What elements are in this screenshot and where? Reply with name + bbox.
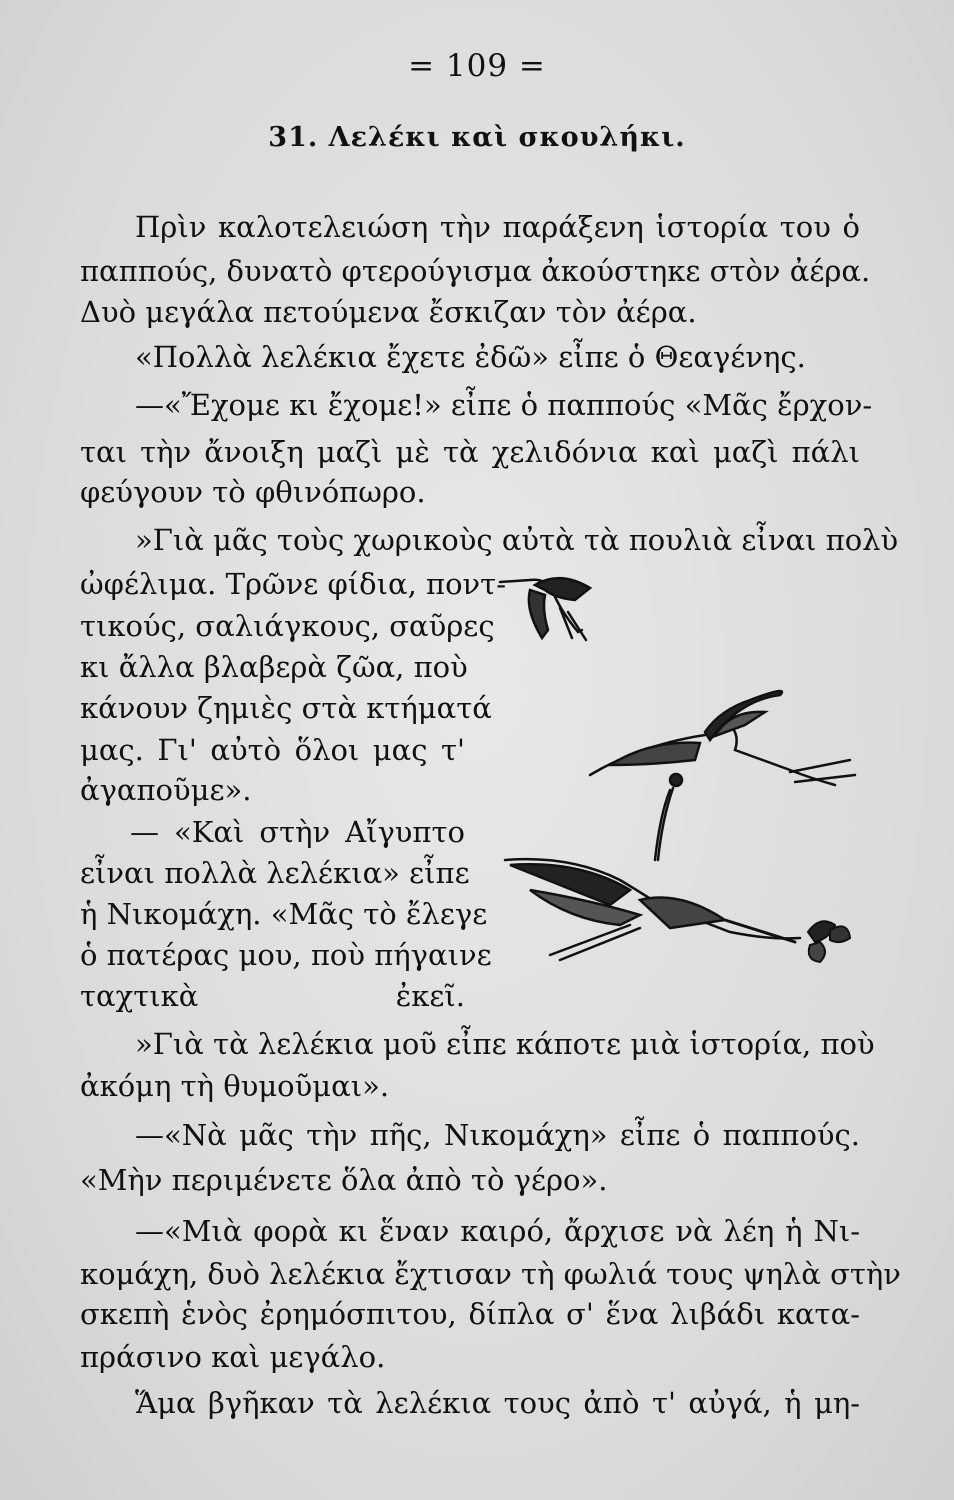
text-line: ταχτικὰ ἐκεῖ. — [80, 979, 465, 1013]
text-line: παππούς, δυνατὸ φτερούγισμα ἀκούστηκε στὸν ἀέρα. — [80, 254, 871, 288]
text-line: ται τὴν ἄνοιξη μαζὶ μὲ τὰ χελιδόνια καὶ μαζὶ πάλι — [80, 435, 860, 469]
text-line: ἀγαποῦμε». — [80, 773, 252, 807]
text-line: φεύγουν τὸ φθινόπωρο. — [80, 475, 426, 509]
text-line: εἶναι πολλὰ λελέκια» εἶπε — [80, 856, 470, 890]
text-line: κι ἄλλα βλαβερὰ ζῶα, ποὺ — [80, 650, 468, 684]
text-line: ἡ Νικομάχη. «Μᾶς τὸ ἔλεγε — [80, 897, 488, 931]
text-line: τικούς, σαλιάγκους, σαῦρες — [80, 609, 495, 643]
text-line: —«Νὰ μᾶς τὴν πῆς, Νικομάχη» εἶπε ὁ παππούς. — [135, 1118, 860, 1152]
text-line: »Γιὰ μᾶς τοὺς χωρικοὺς αὐτὰ τὰ πουλιὰ εἶναι πολὺ — [135, 523, 899, 557]
text-line: πράσινο καὶ μεγάλο. — [80, 1340, 386, 1374]
text-line: μας. Γι' αὐτὸ ὅλοι μας τ' — [80, 733, 465, 767]
text-line: Πρὶν καλοτελειώση τὴν παράξενη ἱστορία του ὁ — [135, 210, 860, 244]
text-line: »Γιὰ τὰ λελέκια μοῦ εἶπε κάποτε μιὰ ἱστορία, ποὺ — [135, 1027, 875, 1061]
text-line: κάνουν ζημιὲς στὰ κτήματά — [80, 691, 492, 725]
chapter-title: 31. Λελέκι καὶ σκουλήκι. — [268, 122, 686, 153]
text-line: ὠφέλιμα. Τρῶνε φίδια, ποντ- — [80, 567, 507, 601]
text-line: κομάχη, δυὸ λελέκια ἔχτισαν τὴ φωλιά τους ψηλὰ στὴν — [80, 1257, 901, 1291]
text-line: —«Ἔχομε κι ἔχομε!» εἶπε ὁ παππούς «Μᾶς ἔρχον- — [135, 388, 873, 422]
butterfly-icon — [808, 921, 850, 962]
flying-stork-icon — [505, 859, 800, 960]
text-line: ἀκόμη τὴ θυμοῦμαι». — [80, 1069, 390, 1103]
text-line: ὁ πατέρας μου, ποὺ πήγαινε — [80, 938, 492, 972]
text-line: Δυὸ μεγάλα πετούμενα ἔσκιζαν τὸν ἀέρα. — [80, 295, 697, 329]
text-line: —«Μιὰ φορὰ κι ἕναν καιρό, ἄρχισε νὰ λέη ἡ Νι- — [135, 1214, 860, 1248]
text-line: «Πολλὰ λελέκια ἔχετε ἐδῶ» εἶπε ὁ Θεαγένης. — [135, 340, 806, 374]
text-line: «Μὴν περιμένετε ὅλα ἀπὸ τὸ γέρο». — [80, 1163, 608, 1197]
storks-illustration — [490, 560, 870, 980]
flying-stork-icon — [590, 691, 855, 860]
page-number: = 109 = — [408, 48, 546, 84]
text-line: — «Καὶ στὴν Αἴγυπτο — [130, 815, 465, 849]
text-line: Ἅμα βγῆκαν τὰ λελέκια τους ἀπὸ τ' αὐγά, ἡ μη- — [135, 1386, 860, 1420]
text-line: σκεπὴ ἑνὸς ἐρημόσπιτου, δίπλα σ' ἕνα λιβάδι κατα- — [80, 1297, 860, 1331]
small-stork-icon — [500, 578, 590, 640]
